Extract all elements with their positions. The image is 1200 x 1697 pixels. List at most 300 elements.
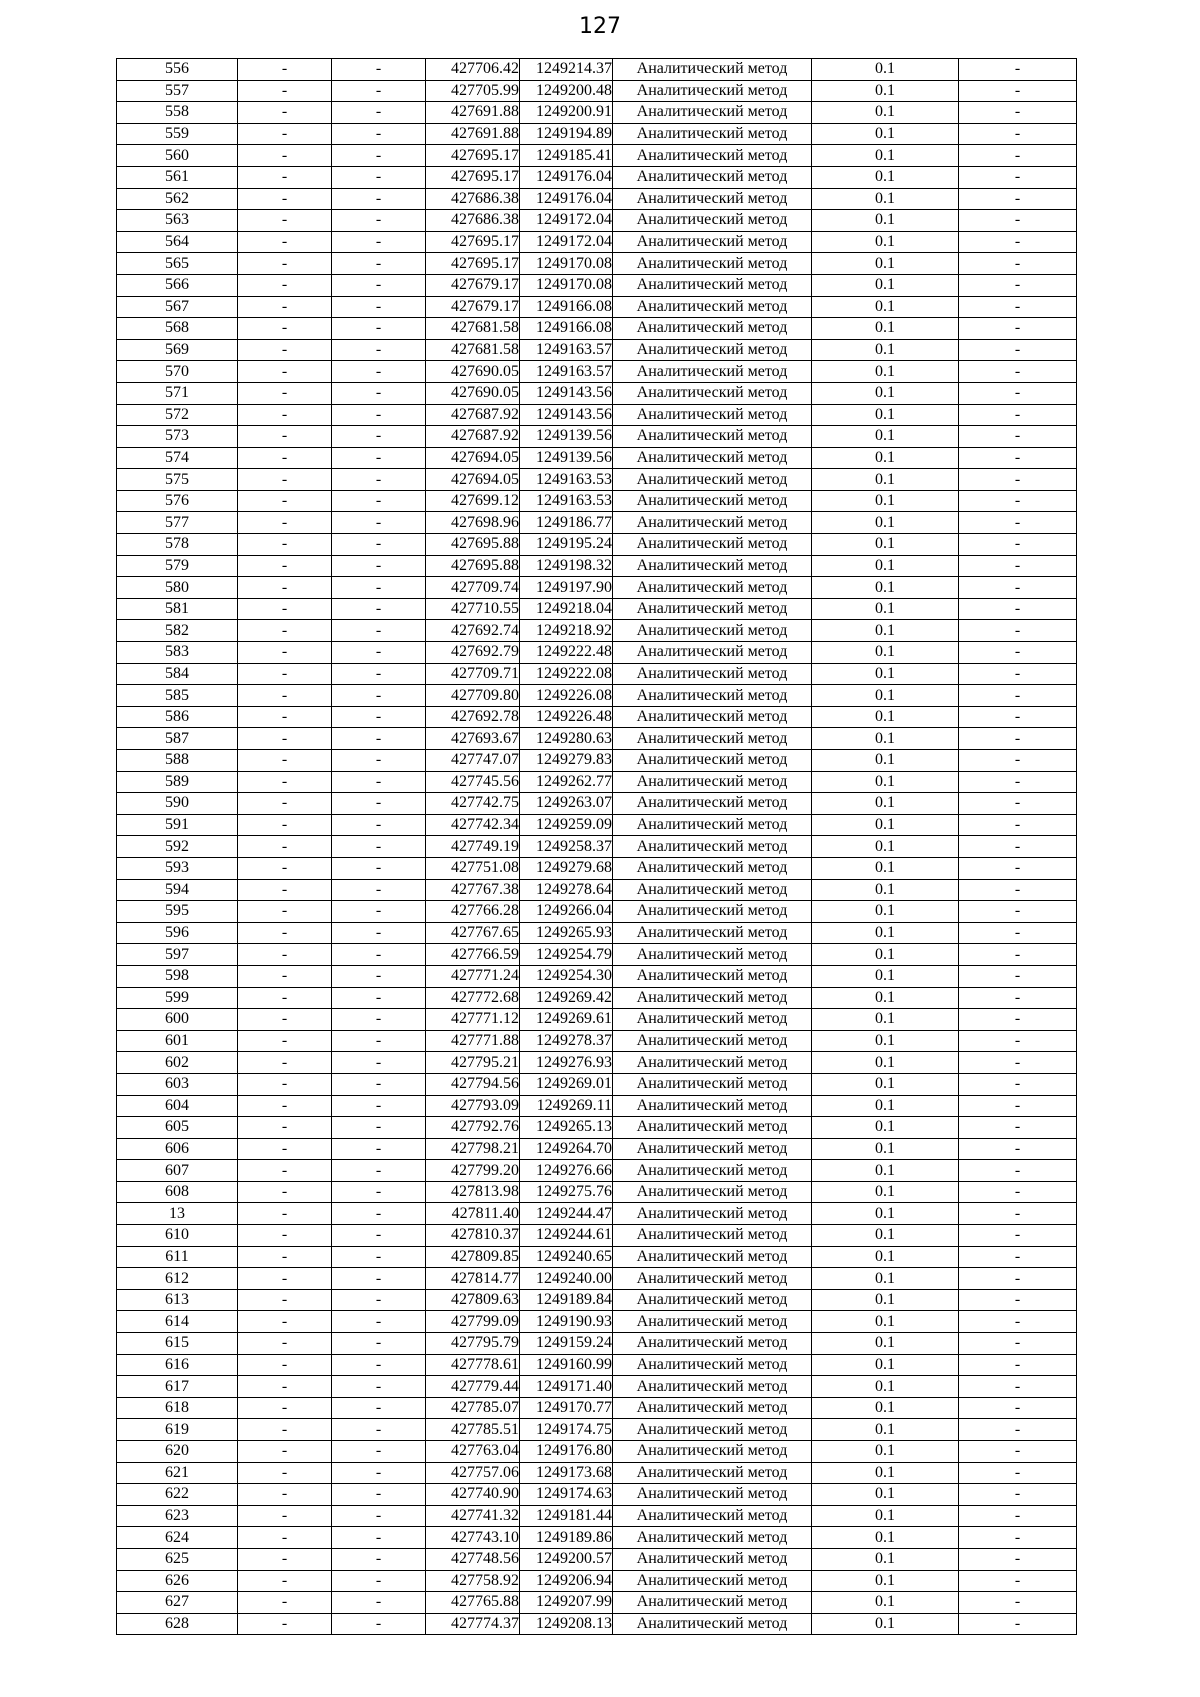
y-coordinate-cell: 1249189.84 — [520, 1289, 613, 1311]
cell-col2: - — [238, 1181, 332, 1203]
point-number-cell: 592 — [117, 836, 238, 858]
cell-col2: - — [238, 1376, 332, 1398]
y-coordinate-cell: 1249222.48 — [520, 642, 613, 664]
x-coordinate-cell: 427694.05 — [426, 469, 520, 491]
cell-col8: - — [959, 274, 1077, 296]
cell-col3: - — [332, 685, 426, 707]
cell-col8: - — [959, 793, 1077, 815]
cell-col8: - — [959, 404, 1077, 426]
cell-col2: - — [238, 1203, 332, 1225]
table-row — [117, 642, 1077, 664]
cell-col2: - — [238, 685, 332, 707]
cell-col8: - — [959, 1181, 1077, 1203]
method-cell: Аналитический метод — [613, 404, 812, 426]
y-coordinate-cell: 1249197.90 — [520, 577, 613, 599]
method-cell: Аналитический метод — [613, 274, 812, 296]
point-number-cell: 607 — [117, 1160, 238, 1182]
cell-col2: - — [238, 102, 332, 124]
point-number-cell: 619 — [117, 1419, 238, 1441]
point-number-cell: 622 — [117, 1484, 238, 1506]
cell-col3: - — [332, 274, 426, 296]
x-coordinate-cell: 427742.34 — [426, 814, 520, 836]
method-cell: Аналитический метод — [613, 1030, 812, 1052]
accuracy-cell: 0.1 — [812, 1613, 959, 1635]
table-row — [117, 1203, 1077, 1225]
cell-col8: - — [959, 814, 1077, 836]
method-cell: Аналитический метод — [613, 1441, 812, 1463]
x-coordinate-cell: 427679.17 — [426, 274, 520, 296]
cell-col2: - — [238, 836, 332, 858]
table-row — [117, 685, 1077, 707]
point-number-cell: 614 — [117, 1311, 238, 1333]
cell-col3: - — [332, 857, 426, 879]
table-row — [117, 1117, 1077, 1139]
method-cell: Аналитический метод — [613, 944, 812, 966]
table-row — [117, 1376, 1077, 1398]
cell-col2: - — [238, 1484, 332, 1506]
point-number-cell: 608 — [117, 1181, 238, 1203]
x-coordinate-cell: 427709.71 — [426, 663, 520, 685]
cell-col3: - — [332, 598, 426, 620]
point-number-cell: 600 — [117, 1009, 238, 1031]
point-number-cell: 606 — [117, 1138, 238, 1160]
table-row — [117, 339, 1077, 361]
x-coordinate-cell: 427687.92 — [426, 426, 520, 448]
cell-col8: - — [959, 102, 1077, 124]
point-number-cell: 598 — [117, 965, 238, 987]
cell-col3: - — [332, 361, 426, 383]
method-cell: Аналитический метод — [613, 1225, 812, 1247]
accuracy-cell: 0.1 — [812, 1181, 959, 1203]
y-coordinate-cell: 1249166.08 — [520, 296, 613, 318]
cell-col8: - — [959, 123, 1077, 145]
point-number-cell: 570 — [117, 361, 238, 383]
cell-col8: - — [959, 857, 1077, 879]
method-cell: Аналитический метод — [613, 296, 812, 318]
y-coordinate-cell: 1249279.83 — [520, 750, 613, 772]
cell-col8: - — [959, 1052, 1077, 1074]
y-coordinate-cell: 1249174.75 — [520, 1419, 613, 1441]
accuracy-cell: 0.1 — [812, 965, 959, 987]
cell-col3: - — [332, 1484, 426, 1506]
cell-col8: - — [959, 1354, 1077, 1376]
cell-col8: - — [959, 1570, 1077, 1592]
method-cell: Аналитический метод — [613, 339, 812, 361]
cell-col2: - — [238, 1246, 332, 1268]
accuracy-cell: 0.1 — [812, 534, 959, 556]
cell-col8: - — [959, 1311, 1077, 1333]
point-number-cell: 556 — [117, 59, 238, 81]
cell-col8: - — [959, 59, 1077, 81]
cell-col2: - — [238, 620, 332, 642]
cell-col3: - — [332, 1160, 426, 1182]
method-cell: Аналитический метод — [613, 1548, 812, 1570]
method-cell: Аналитический метод — [613, 188, 812, 210]
cell-col3: - — [332, 577, 426, 599]
cell-col2: - — [238, 274, 332, 296]
table-row — [117, 318, 1077, 340]
cell-col8: - — [959, 1160, 1077, 1182]
table-row — [117, 965, 1077, 987]
y-coordinate-cell: 1249269.11 — [520, 1095, 613, 1117]
cell-col2: - — [238, 901, 332, 923]
method-cell: Аналитический метод — [613, 1095, 812, 1117]
accuracy-cell: 0.1 — [812, 1462, 959, 1484]
cell-col3: - — [332, 944, 426, 966]
cell-col3: - — [332, 1376, 426, 1398]
point-number-cell: 564 — [117, 231, 238, 253]
x-coordinate-cell: 427792.76 — [426, 1117, 520, 1139]
accuracy-cell: 0.1 — [812, 922, 959, 944]
cell-col3: - — [332, 642, 426, 664]
table-row — [117, 598, 1077, 620]
point-number-cell: 580 — [117, 577, 238, 599]
accuracy-cell: 0.1 — [812, 1548, 959, 1570]
table-row — [117, 1462, 1077, 1484]
table-row — [117, 750, 1077, 772]
accuracy-cell: 0.1 — [812, 771, 959, 793]
table-row — [117, 1246, 1077, 1268]
point-number-cell: 623 — [117, 1505, 238, 1527]
y-coordinate-cell: 1249163.57 — [520, 361, 613, 383]
method-cell: Аналитический метод — [613, 361, 812, 383]
cell-col3: - — [332, 339, 426, 361]
accuracy-cell: 0.1 — [812, 59, 959, 81]
y-coordinate-cell: 1249278.64 — [520, 879, 613, 901]
accuracy-cell: 0.1 — [812, 1333, 959, 1355]
cell-col3: - — [332, 555, 426, 577]
y-coordinate-cell: 1249170.08 — [520, 253, 613, 275]
cell-col3: - — [332, 663, 426, 685]
cell-col3: - — [332, 534, 426, 556]
method-cell: Аналитический метод — [613, 987, 812, 1009]
accuracy-cell: 0.1 — [812, 577, 959, 599]
accuracy-cell: 0.1 — [812, 188, 959, 210]
table-row — [117, 555, 1077, 577]
x-coordinate-cell: 427686.38 — [426, 210, 520, 232]
table-row — [117, 944, 1077, 966]
method-cell: Аналитический метод — [613, 512, 812, 534]
cell-col3: - — [332, 1311, 426, 1333]
cell-col3: - — [332, 469, 426, 491]
x-coordinate-cell: 427743.10 — [426, 1527, 520, 1549]
cell-col2: - — [238, 1462, 332, 1484]
method-cell: Аналитический метод — [613, 231, 812, 253]
y-coordinate-cell: 1249265.13 — [520, 1117, 613, 1139]
point-number-cell: 597 — [117, 944, 238, 966]
x-coordinate-cell: 427795.21 — [426, 1052, 520, 1074]
method-cell: Аналитический метод — [613, 1484, 812, 1506]
cell-col2: - — [238, 534, 332, 556]
x-coordinate-cell: 427757.06 — [426, 1462, 520, 1484]
cell-col3: - — [332, 166, 426, 188]
cell-col3: - — [332, 965, 426, 987]
x-coordinate-cell: 427809.85 — [426, 1246, 520, 1268]
y-coordinate-cell: 1249278.37 — [520, 1030, 613, 1052]
y-coordinate-cell: 1249173.68 — [520, 1462, 613, 1484]
table-row — [117, 793, 1077, 815]
method-cell: Аналитический метод — [613, 1527, 812, 1549]
cell-col3: - — [332, 1289, 426, 1311]
cell-col8: - — [959, 944, 1077, 966]
cell-col2: - — [238, 188, 332, 210]
cell-col3: - — [332, 1225, 426, 1247]
table-row — [117, 59, 1077, 81]
cell-col2: - — [238, 1354, 332, 1376]
cell-col2: - — [238, 1527, 332, 1549]
point-number-cell: 562 — [117, 188, 238, 210]
point-number-cell: 578 — [117, 534, 238, 556]
table-row — [117, 901, 1077, 923]
table-row — [117, 1181, 1077, 1203]
accuracy-cell: 0.1 — [812, 145, 959, 167]
accuracy-cell: 0.1 — [812, 1268, 959, 1290]
cell-col3: - — [332, 836, 426, 858]
table-row — [117, 102, 1077, 124]
table-row — [117, 1419, 1077, 1441]
cell-col3: - — [332, 231, 426, 253]
cell-col2: - — [238, 123, 332, 145]
cell-col3: - — [332, 987, 426, 1009]
cell-col2: - — [238, 1030, 332, 1052]
cell-col3: - — [332, 102, 426, 124]
accuracy-cell: 0.1 — [812, 642, 959, 664]
point-number-cell: 601 — [117, 1030, 238, 1052]
y-coordinate-cell: 1249280.63 — [520, 728, 613, 750]
accuracy-cell: 0.1 — [812, 728, 959, 750]
point-number-cell: 574 — [117, 447, 238, 469]
accuracy-cell: 0.1 — [812, 80, 959, 102]
y-coordinate-cell: 1249276.66 — [520, 1160, 613, 1182]
cell-col8: - — [959, 598, 1077, 620]
accuracy-cell: 0.1 — [812, 1376, 959, 1398]
x-coordinate-cell: 427695.17 — [426, 145, 520, 167]
method-cell: Аналитический метод — [613, 685, 812, 707]
method-cell: Аналитический метод — [613, 534, 812, 556]
y-coordinate-cell: 1249258.37 — [520, 836, 613, 858]
cell-col8: - — [959, 728, 1077, 750]
accuracy-cell: 0.1 — [812, 1225, 959, 1247]
table-row — [117, 1441, 1077, 1463]
table-row — [117, 728, 1077, 750]
y-coordinate-cell: 1249139.56 — [520, 447, 613, 469]
cell-col2: - — [238, 166, 332, 188]
cell-col2: - — [238, 706, 332, 728]
x-coordinate-cell: 427749.19 — [426, 836, 520, 858]
cell-col8: - — [959, 750, 1077, 772]
cell-col3: - — [332, 210, 426, 232]
y-coordinate-cell: 1249171.40 — [520, 1376, 613, 1398]
accuracy-cell: 0.1 — [812, 555, 959, 577]
cell-col2: - — [238, 426, 332, 448]
method-cell: Аналитический метод — [613, 1570, 812, 1592]
accuracy-cell: 0.1 — [812, 361, 959, 383]
cell-col3: - — [332, 771, 426, 793]
cell-col3: - — [332, 1419, 426, 1441]
method-cell: Аналитический метод — [613, 1073, 812, 1095]
cell-col8: - — [959, 1462, 1077, 1484]
x-coordinate-cell: 427795.79 — [426, 1333, 520, 1355]
x-coordinate-cell: 427706.42 — [426, 59, 520, 81]
y-coordinate-cell: 1249269.61 — [520, 1009, 613, 1031]
cell-col3: - — [332, 1592, 426, 1614]
cell-col3: - — [332, 253, 426, 275]
cell-col3: - — [332, 404, 426, 426]
point-number-cell: 581 — [117, 598, 238, 620]
accuracy-cell: 0.1 — [812, 318, 959, 340]
cell-col8: - — [959, 490, 1077, 512]
cell-col2: - — [238, 663, 332, 685]
cell-col3: - — [332, 750, 426, 772]
y-coordinate-cell: 1249254.30 — [520, 965, 613, 987]
accuracy-cell: 0.1 — [812, 793, 959, 815]
x-coordinate-cell: 427745.56 — [426, 771, 520, 793]
y-coordinate-cell: 1249198.32 — [520, 555, 613, 577]
x-coordinate-cell: 427799.20 — [426, 1160, 520, 1182]
cell-col2: - — [238, 1548, 332, 1570]
cell-col3: - — [332, 620, 426, 642]
table-row — [117, 145, 1077, 167]
accuracy-cell: 0.1 — [812, 1484, 959, 1506]
x-coordinate-cell: 427690.05 — [426, 382, 520, 404]
method-cell: Аналитический метод — [613, 490, 812, 512]
cell-col2: - — [238, 1052, 332, 1074]
point-number-cell: 625 — [117, 1548, 238, 1570]
cell-col3: - — [332, 1117, 426, 1139]
accuracy-cell: 0.1 — [812, 857, 959, 879]
cell-col2: - — [238, 1441, 332, 1463]
table-row — [117, 1548, 1077, 1570]
cell-col8: - — [959, 253, 1077, 275]
cell-col8: - — [959, 1527, 1077, 1549]
method-cell: Аналитический метод — [613, 1246, 812, 1268]
accuracy-cell: 0.1 — [812, 1160, 959, 1182]
cell-col3: - — [332, 793, 426, 815]
point-number-cell: 591 — [117, 814, 238, 836]
accuracy-cell: 0.1 — [812, 469, 959, 491]
cell-col2: - — [238, 210, 332, 232]
x-coordinate-cell: 427771.88 — [426, 1030, 520, 1052]
point-number-cell: 587 — [117, 728, 238, 750]
table-row — [117, 1073, 1077, 1095]
cell-col2: - — [238, 857, 332, 879]
point-number-cell: 626 — [117, 1570, 238, 1592]
point-number-cell: 596 — [117, 922, 238, 944]
accuracy-cell: 0.1 — [812, 1570, 959, 1592]
cell-col3: - — [332, 1505, 426, 1527]
cell-col8: - — [959, 1397, 1077, 1419]
point-number-cell: 594 — [117, 879, 238, 901]
accuracy-cell: 0.1 — [812, 1354, 959, 1376]
cell-col8: - — [959, 1613, 1077, 1635]
table-row — [117, 490, 1077, 512]
x-coordinate-cell: 427766.28 — [426, 901, 520, 923]
table-row — [117, 1311, 1077, 1333]
cell-col3: - — [332, 1181, 426, 1203]
table-row — [117, 1052, 1077, 1074]
table-row — [117, 1095, 1077, 1117]
point-number-cell: 575 — [117, 469, 238, 491]
point-number-cell: 621 — [117, 1462, 238, 1484]
method-cell: Аналитический метод — [613, 1052, 812, 1074]
point-number-cell: 576 — [117, 490, 238, 512]
x-coordinate-cell: 427793.09 — [426, 1095, 520, 1117]
table-row — [117, 1333, 1077, 1355]
x-coordinate-cell: 427766.59 — [426, 944, 520, 966]
method-cell: Аналитический метод — [613, 793, 812, 815]
cell-col2: - — [238, 922, 332, 944]
y-coordinate-cell: 1249139.56 — [520, 426, 613, 448]
method-cell: Аналитический метод — [613, 1289, 812, 1311]
x-coordinate-cell: 427692.79 — [426, 642, 520, 664]
accuracy-cell: 0.1 — [812, 1203, 959, 1225]
cell-col3: - — [332, 1462, 426, 1484]
y-coordinate-cell: 1249265.93 — [520, 922, 613, 944]
x-coordinate-cell: 427798.21 — [426, 1138, 520, 1160]
y-coordinate-cell: 1249226.48 — [520, 706, 613, 728]
method-cell: Аналитический метод — [613, 59, 812, 81]
y-coordinate-cell: 1249185.41 — [520, 145, 613, 167]
y-coordinate-cell: 1249195.24 — [520, 534, 613, 556]
method-cell: Аналитический метод — [613, 1138, 812, 1160]
accuracy-cell: 0.1 — [812, 1138, 959, 1160]
cell-col8: - — [959, 685, 1077, 707]
accuracy-cell: 0.1 — [812, 1505, 959, 1527]
point-number-cell: 612 — [117, 1268, 238, 1290]
cell-col3: - — [332, 1548, 426, 1570]
table-row — [117, 447, 1077, 469]
cell-col3: - — [332, 1570, 426, 1592]
method-cell: Аналитический метод — [613, 663, 812, 685]
y-coordinate-cell: 1249200.91 — [520, 102, 613, 124]
y-coordinate-cell: 1249264.70 — [520, 1138, 613, 1160]
point-number-cell: 620 — [117, 1441, 238, 1463]
cell-col8: - — [959, 1225, 1077, 1247]
accuracy-cell: 0.1 — [812, 1030, 959, 1052]
x-coordinate-cell: 427774.37 — [426, 1613, 520, 1635]
accuracy-cell: 0.1 — [812, 123, 959, 145]
cell-col2: - — [238, 1268, 332, 1290]
x-coordinate-cell: 427751.08 — [426, 857, 520, 879]
cell-col2: - — [238, 879, 332, 901]
table-row — [117, 1397, 1077, 1419]
cell-col3: - — [332, 1333, 426, 1355]
cell-col2: - — [238, 59, 332, 81]
y-coordinate-cell: 1249174.63 — [520, 1484, 613, 1506]
cell-col2: - — [238, 1592, 332, 1614]
table-row — [117, 512, 1077, 534]
table-row — [117, 166, 1077, 188]
table-row — [117, 1030, 1077, 1052]
cell-col8: - — [959, 1268, 1077, 1290]
cell-col3: - — [332, 145, 426, 167]
x-coordinate-cell: 427767.38 — [426, 879, 520, 901]
point-number-cell: 590 — [117, 793, 238, 815]
cell-col2: - — [238, 469, 332, 491]
accuracy-cell: 0.1 — [812, 231, 959, 253]
cell-col2: - — [238, 1333, 332, 1355]
x-coordinate-cell: 427681.58 — [426, 318, 520, 340]
cell-col3: - — [332, 1009, 426, 1031]
cell-col2: - — [238, 771, 332, 793]
y-coordinate-cell: 1249159.24 — [520, 1333, 613, 1355]
cell-col8: - — [959, 231, 1077, 253]
cell-col3: - — [332, 447, 426, 469]
x-coordinate-cell: 427692.78 — [426, 706, 520, 728]
cell-col2: - — [238, 253, 332, 275]
accuracy-cell: 0.1 — [812, 598, 959, 620]
point-number-cell: 627 — [117, 1592, 238, 1614]
